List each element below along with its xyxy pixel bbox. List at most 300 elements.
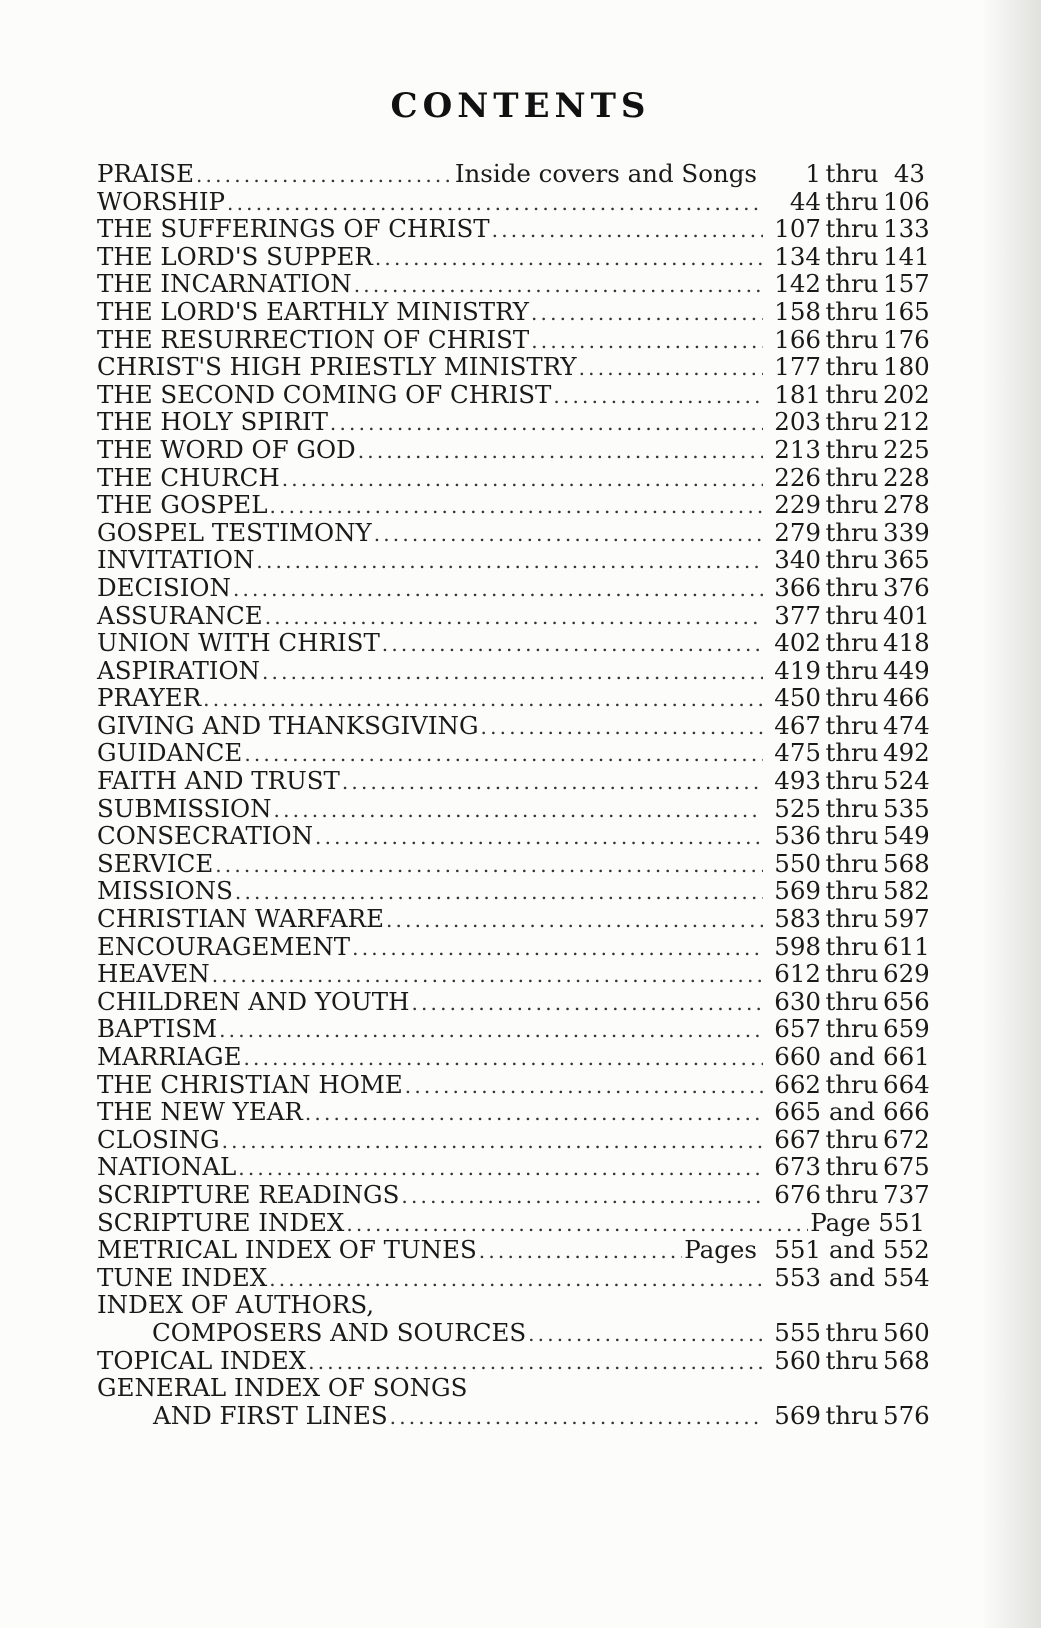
page-range-end: 376 [883, 572, 930, 602]
page-range-start: 583 [774, 904, 821, 934]
dot-leader [274, 797, 763, 825]
page-range-end: 524 [883, 766, 930, 796]
page-range [765, 959, 930, 989]
page-range-connector: thru [825, 214, 879, 244]
dot-leader [531, 300, 763, 328]
page-range-connector: thru [825, 462, 879, 492]
toc-entry[interactable] [97, 1345, 930, 1375]
page-range [765, 1097, 930, 1127]
toc-entry-label: CHRISTIAN WARFARE [97, 904, 384, 934]
toc-entry[interactable] [97, 1400, 930, 1430]
page-range [765, 407, 930, 437]
toc-entry[interactable] [97, 931, 930, 961]
page-range [765, 572, 930, 602]
toc-entry-label: FAITH AND TRUST [97, 766, 340, 796]
toc-entry-label: SCRIPTURE INDEX [97, 1207, 345, 1237]
page-range-connector: thru [825, 296, 879, 326]
dot-leader [342, 769, 763, 797]
page-range [765, 793, 930, 823]
page-range-start: 166 [774, 324, 821, 354]
dot-leader [479, 1238, 682, 1266]
page-range-end: 492 [883, 738, 930, 768]
toc-entry[interactable] [97, 407, 930, 437]
toc-entry[interactable] [97, 324, 930, 354]
toc-entry[interactable] [97, 434, 930, 464]
dot-leader [265, 604, 763, 632]
page-range-connector: thru [825, 738, 879, 768]
toc-entry[interactable] [97, 848, 930, 878]
dot-leader [390, 1404, 763, 1432]
toc-entry-label: ASPIRATION [97, 655, 260, 685]
page-range-connector: thru [825, 241, 879, 271]
page-range-start: 419 [774, 655, 821, 685]
page-range-connector: thru [825, 490, 879, 520]
page-range-end: 474 [883, 710, 930, 740]
page-range-end: 597 [883, 904, 930, 934]
dot-leader [222, 1128, 763, 1156]
toc-entry-label: COMPOSERS AND SOURCES [152, 1317, 527, 1347]
page-range-end: 141 [883, 241, 930, 271]
page-range-end: 554 [883, 1262, 930, 1292]
dot-leader [330, 410, 763, 438]
page-range [765, 931, 930, 961]
page-range-start: 553 [774, 1262, 821, 1292]
page-range-start: 181 [774, 379, 821, 409]
toc-entry-label: GOSPEL TESTIMONY [97, 517, 372, 547]
page-range-start: 676 [774, 1179, 821, 1209]
page-range [765, 214, 930, 244]
toc-entry[interactable] [97, 1235, 930, 1265]
toc-entry-label: THE NEW YEAR [97, 1097, 303, 1127]
page-range [765, 986, 930, 1016]
page-range-connector: thru [825, 655, 879, 685]
page-range [765, 1345, 930, 1375]
page-range-end: 165 [883, 296, 930, 326]
toc-entry[interactable] [97, 1152, 930, 1182]
page-range-end: 560 [883, 1317, 930, 1347]
page-range [455, 160, 925, 188]
toc-entry[interactable] [97, 683, 930, 713]
toc-entry[interactable] [97, 655, 930, 685]
toc-entry[interactable] [97, 766, 930, 796]
page-range-start: 142 [774, 269, 821, 299]
page-range-connector: thru [825, 1317, 879, 1347]
toc-entry[interactable] [97, 545, 930, 575]
dot-leader [308, 1349, 763, 1377]
dot-leader [411, 990, 763, 1018]
toc-entry[interactable] [97, 1124, 930, 1154]
page-range-start: 657 [774, 1014, 821, 1044]
page-range [765, 876, 930, 906]
toc-entry[interactable] [97, 269, 930, 299]
page-range-start: 366 [774, 572, 821, 602]
dot-leader [269, 493, 763, 521]
dot-leader [238, 1155, 763, 1183]
dot-leader [386, 907, 763, 935]
toc-entry[interactable] [97, 490, 930, 520]
page-range-prefix: Pages [684, 1235, 757, 1265]
dot-leader [374, 521, 763, 549]
page-range-connector: thru [825, 159, 879, 188]
toc-entry-label: CHRIST'S HIGH PRIESTLY MINISTRY [97, 352, 577, 382]
page-range-start: 213 [774, 434, 821, 464]
page-range-connector: thru [825, 545, 879, 575]
page-range-end: 659 [883, 1014, 930, 1044]
page-range [765, 462, 930, 492]
page-range [765, 1069, 930, 1099]
toc-entry[interactable] [97, 1209, 925, 1237]
page-range [765, 545, 930, 575]
dot-leader [219, 1017, 763, 1045]
page-range-connector: thru [825, 1152, 879, 1182]
dot-leader [233, 576, 763, 604]
page-range-start: 665 [774, 1097, 821, 1127]
page-range-end: 157 [883, 269, 930, 299]
toc-entry[interactable] [97, 214, 930, 244]
dot-leader [244, 741, 763, 769]
page-range-connector: thru [825, 379, 879, 409]
page-range-connector: thru [825, 269, 879, 299]
page-range-start: 475 [774, 738, 821, 768]
table-of-contents [97, 159, 930, 1430]
page-number: Page 551 [810, 1207, 925, 1237]
toc-entry[interactable] [97, 517, 930, 547]
page-range-end: 672 [883, 1124, 930, 1154]
page-range [765, 848, 930, 878]
dot-leader [305, 1100, 763, 1128]
dot-leader [528, 1321, 763, 1349]
toc-entry-label: METRICAL INDEX OF TUNES [97, 1235, 477, 1265]
dot-leader [244, 1045, 764, 1073]
page-range-end: 549 [883, 821, 930, 851]
page-range-start: 667 [774, 1124, 821, 1154]
toc-entry[interactable] [97, 241, 930, 271]
toc-entry[interactable] [97, 959, 930, 989]
page-range-start: 598 [774, 931, 821, 961]
page-range-connector: thru [825, 434, 879, 464]
toc-entry-label: MISSIONS [97, 876, 233, 906]
page-range [765, 821, 930, 851]
dot-leader [346, 1211, 808, 1239]
toc-entry[interactable] [97, 572, 930, 602]
toc-entry[interactable] [97, 160, 925, 188]
page-range-end: 180 [883, 352, 930, 382]
toc-entry-label: AND FIRST LINES [153, 1400, 388, 1430]
page-range-prefix: Inside covers and Songs [454, 159, 757, 188]
page-range-end: 568 [883, 848, 930, 878]
page-range-end: 418 [883, 628, 930, 658]
page-range [765, 1317, 930, 1347]
page-range-end: 176 [883, 324, 930, 354]
page-range-start: 44 [789, 186, 821, 216]
page-range-end: 568 [883, 1345, 930, 1375]
page-range-end: 661 [883, 1042, 930, 1071]
page-range [765, 1152, 930, 1182]
page-title: CONTENTS [390, 86, 651, 126]
page-range-connector: thru [825, 1179, 879, 1209]
toc-entry[interactable] [97, 1042, 930, 1071]
page-range [765, 1400, 930, 1430]
page-range-start: 158 [774, 296, 821, 326]
page-range-end: 666 [883, 1097, 930, 1127]
page-range-start: 340 [774, 545, 821, 575]
toc-entry-label: GUIDANCE [97, 738, 243, 768]
page-range-start: 569 [774, 876, 821, 906]
page-range-connector: thru [825, 1124, 879, 1154]
page-range-connector: and [828, 1097, 876, 1127]
page-range-connector: thru [825, 1345, 879, 1375]
page-range [765, 628, 930, 658]
page-range-connector: and [828, 1042, 876, 1071]
toc-entry-label: HEAVEN [97, 959, 210, 989]
page-range-connector: thru [825, 793, 879, 823]
page-range-connector: thru [825, 1069, 879, 1099]
page-range-end: 449 [883, 655, 930, 685]
page-range [765, 434, 930, 464]
toc-group-heading-label: GENERAL INDEX OF SONGS [97, 1373, 468, 1403]
toc-entry-label: SUBMISSION [97, 793, 272, 823]
page-range-start: 551 [774, 1235, 821, 1265]
page-range-start: 612 [774, 959, 821, 989]
page-range-connector: thru [825, 986, 879, 1016]
page-range [765, 1124, 930, 1154]
page-range-end: 656 [883, 986, 930, 1016]
toc-entry-label: SERVICE [97, 848, 214, 878]
page-range [765, 490, 930, 520]
toc-entry-label: THE LORD'S SUPPER [97, 241, 373, 271]
page-range-start: 1 [805, 159, 821, 188]
page-range-end: 202 [883, 379, 930, 409]
dot-leader [405, 1073, 763, 1101]
page-range [765, 1179, 930, 1209]
toc-entry[interactable] [97, 296, 930, 326]
toc-entry[interactable] [97, 986, 930, 1016]
page-range [765, 241, 930, 271]
toc-entry[interactable] [97, 379, 930, 409]
page-range-connector: thru [825, 628, 879, 658]
page-range [765, 766, 930, 796]
page-range [765, 352, 930, 382]
page-range [765, 655, 930, 685]
dot-leader [315, 824, 763, 852]
page-range [765, 904, 930, 934]
page-range-end: 106 [883, 186, 930, 216]
toc-entry-label: TUNE INDEX [97, 1262, 268, 1292]
page-range-connector: thru [825, 876, 879, 906]
page-range-end: 466 [883, 683, 930, 713]
toc-entry-label: INVITATION [97, 545, 255, 575]
dot-leader [262, 659, 763, 687]
toc-entry-label: THE CHRISTIAN HOME [97, 1069, 403, 1099]
page-range-connector: thru [825, 600, 879, 630]
page-range-connector: thru [825, 959, 879, 989]
page-range-end: 611 [883, 931, 930, 961]
page-range-start: 536 [774, 821, 821, 851]
page-range-start: 560 [774, 1345, 821, 1375]
toc-entry-label: THE SUFFERINGS OF CHRIST [97, 214, 490, 244]
page-range-connector: and [828, 1262, 876, 1292]
page-range-start: 662 [774, 1069, 821, 1099]
toc-entry[interactable] [97, 793, 930, 823]
page-range-end: 212 [883, 407, 930, 437]
toc-entry[interactable] [97, 628, 930, 658]
page-range [765, 1014, 930, 1044]
page-range-start: 402 [774, 628, 821, 658]
toc-entry[interactable] [97, 462, 930, 492]
toc-entry[interactable] [97, 710, 930, 740]
dot-leader [269, 1266, 763, 1294]
page-range [765, 324, 930, 354]
page-range-end: 664 [883, 1069, 930, 1099]
page-range-connector: thru [825, 572, 879, 602]
toc-entry-label: UNION WITH CHRIST [97, 628, 380, 658]
page-range-start: 450 [774, 683, 821, 713]
toc-entry[interactable] [97, 1262, 930, 1292]
toc-entry[interactable] [97, 1097, 930, 1127]
dot-leader [401, 1183, 763, 1211]
page-range-start: 569 [774, 1400, 821, 1430]
toc-entry-label: THE GOSPEL [97, 490, 268, 520]
page-range-connector: thru [825, 1400, 879, 1430]
toc-entry-label: ENCOURAGEMENT [97, 931, 351, 961]
toc-entry-label: TOPICAL INDEX [97, 1345, 307, 1375]
toc-entry[interactable] [97, 1317, 930, 1347]
dot-leader [227, 190, 763, 218]
page-range-connector: thru [825, 352, 879, 382]
toc-entry-label: PRAISE [97, 159, 194, 188]
page-range-start: 630 [774, 986, 821, 1016]
toc-entry[interactable] [97, 821, 930, 851]
page-range-end: 582 [883, 876, 930, 906]
toc-entry-label: ASSURANCE [97, 600, 263, 630]
toc-entry[interactable] [97, 186, 930, 216]
page-range-end: 365 [883, 545, 930, 575]
toc-entry[interactable] [97, 904, 930, 934]
toc-entry-label: CLOSING [97, 1124, 220, 1154]
page-range-start: 377 [774, 600, 821, 630]
page-range-end: 339 [883, 517, 930, 547]
toc-entry[interactable] [97, 1069, 930, 1099]
page-range [765, 600, 930, 630]
toc-entry[interactable] [97, 876, 930, 906]
dot-leader [203, 686, 763, 714]
dot-leader [235, 879, 763, 907]
toc-entry-label: THE CHURCH [97, 462, 280, 492]
page-range-start: 177 [774, 352, 821, 382]
page-range [765, 710, 930, 740]
dot-leader [382, 631, 763, 659]
page-range-connector: thru [825, 821, 879, 851]
toc-group-heading [97, 1374, 925, 1402]
page-range-end: 576 [883, 1400, 930, 1430]
dot-leader [358, 438, 763, 466]
dot-leader [579, 355, 763, 383]
page-range [765, 738, 930, 768]
dot-leader [282, 466, 763, 494]
toc-entry-label: CONSECRATION [97, 821, 314, 851]
page-range-start: 525 [774, 793, 821, 823]
page-range [765, 1042, 930, 1071]
page-range-connector: thru [825, 931, 879, 961]
page-range [684, 1235, 930, 1265]
toc-entry-label: SCRIPTURE READINGS [97, 1179, 400, 1209]
toc-entry-label: WORSHIP [97, 186, 226, 216]
toc-entry[interactable] [97, 738, 930, 768]
page-range-end: 629 [883, 959, 930, 989]
page-range-end: 675 [883, 1152, 930, 1182]
page-range-end: 278 [883, 490, 930, 520]
toc-entry-label: DECISION [97, 572, 231, 602]
page-range-start: 203 [774, 407, 821, 437]
page-range-end: 401 [883, 600, 930, 630]
toc-entry-label: PRAYER [97, 683, 202, 713]
dot-leader [196, 162, 453, 190]
page-range-connector: thru [825, 904, 879, 934]
page-range-start: 673 [774, 1152, 821, 1182]
toc-entry[interactable] [97, 1179, 930, 1209]
dot-leader [492, 217, 763, 245]
toc-group-heading-label: INDEX OF AUTHORS, [97, 1290, 375, 1320]
dot-leader [256, 548, 763, 576]
page-range-connector: thru [825, 710, 879, 740]
dot-leader [553, 383, 763, 411]
page-range-start: 107 [774, 214, 821, 244]
dot-leader [375, 245, 763, 273]
page-range-start: 467 [774, 710, 821, 740]
page-range-start: 550 [774, 848, 821, 878]
page-range-end: 737 [883, 1179, 930, 1209]
page-range-connector: and [828, 1235, 876, 1265]
toc-entry[interactable] [97, 1014, 930, 1044]
toc-entry-label: THE LORD'S EARTHLY MINISTRY [97, 296, 529, 326]
toc-entry-label: THE RESURRECTION OF CHRIST [97, 324, 530, 354]
toc-entry-label: CHILDREN AND YOUTH [97, 986, 410, 1016]
dot-leader [215, 852, 763, 880]
toc-entry-label: THE INCARNATION [97, 269, 352, 299]
page-range-connector: thru [825, 407, 879, 437]
page-range [810, 1209, 925, 1237]
page-range [765, 186, 930, 216]
dot-leader [212, 962, 763, 990]
page-range-connector: thru [825, 324, 879, 354]
toc-group-heading [97, 1291, 925, 1319]
page-range [765, 296, 930, 326]
page-range-start: 226 [774, 462, 821, 492]
page-range [765, 379, 930, 409]
page-range-end: 43 [893, 159, 925, 188]
page-range-start: 229 [774, 490, 821, 520]
page-range-connector: thru [825, 1014, 879, 1044]
page-range-connector: thru [825, 683, 879, 713]
page-range [765, 1262, 930, 1292]
toc-entry-label: THE SECOND COMING OF CHRIST [97, 379, 552, 409]
toc-entry-label: MARRIAGE [97, 1042, 242, 1071]
toc-entry-label: THE HOLY SPIRIT [97, 407, 328, 437]
page-range-start: 279 [774, 517, 821, 547]
dot-leader [481, 714, 763, 742]
page-range-start: 493 [774, 766, 821, 796]
toc-entry-label: NATIONAL [97, 1152, 237, 1182]
page-range-end: 133 [883, 214, 930, 244]
toc-entry[interactable] [97, 600, 930, 630]
page-range-connector: thru [825, 766, 879, 796]
page-range-connector: thru [825, 517, 879, 547]
page-range [765, 517, 930, 547]
page-range-end: 535 [883, 793, 930, 823]
page-range-connector: thru [825, 186, 879, 216]
toc-entry[interactable] [97, 352, 930, 382]
page-range-end: 225 [883, 434, 930, 464]
